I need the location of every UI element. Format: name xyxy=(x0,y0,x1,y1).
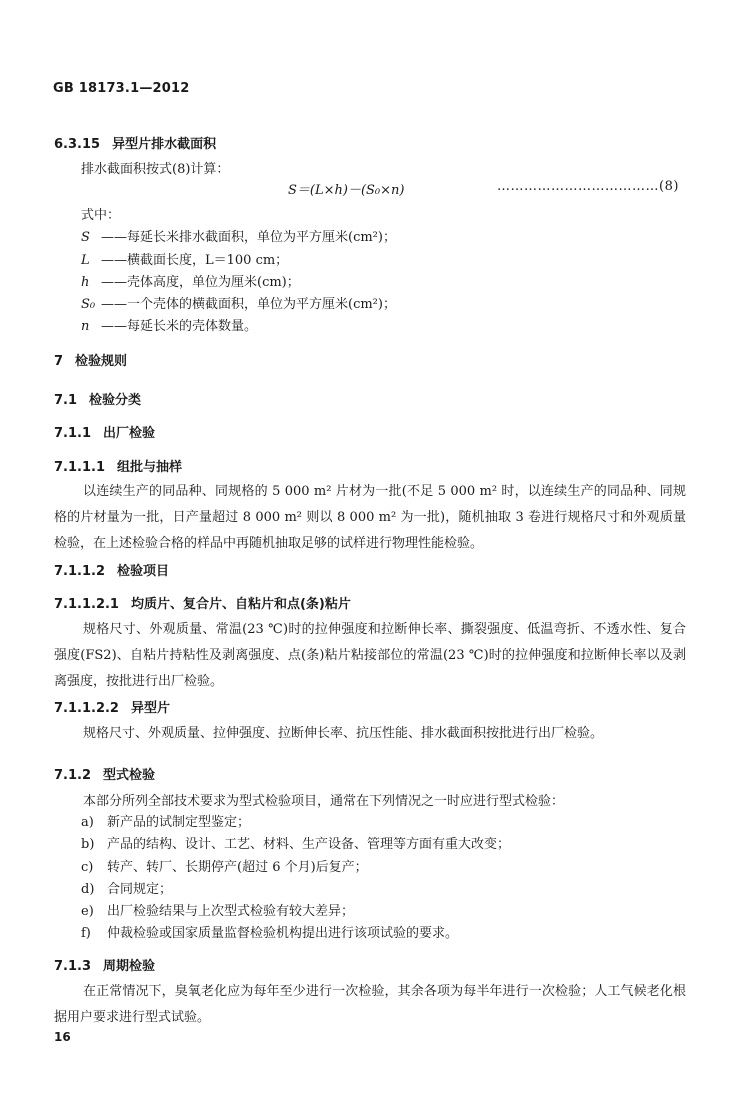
where-label: 式中： xyxy=(81,208,121,223)
variable-description: ——每延长米的壳体数量。 xyxy=(101,319,258,334)
section-number: 7.1.1.2.1 xyxy=(54,597,119,612)
section-number: 7.1.2 xyxy=(54,768,92,783)
section-title: 异型片 xyxy=(130,701,170,716)
list-item xyxy=(81,856,368,875)
list-text: 仲裁检验或国家质量监督检验机构提出进行该项试验的要求。 xyxy=(107,926,459,941)
section-title: 型式检验 xyxy=(103,768,156,783)
section-7-heading xyxy=(54,350,127,369)
formula-intro: 排水截面积按式(8)计算： xyxy=(81,162,230,177)
variable-definition xyxy=(81,226,396,245)
variable-definition xyxy=(81,293,396,312)
section-number: 7.1 xyxy=(54,393,78,408)
type-inspection-paragraph: 本部分所列全部技术要求为型式检验项目，通常在下列情况之一时应进行型式检验： xyxy=(83,794,565,809)
variable-definition xyxy=(81,315,257,334)
section-number: 7.1.1.2.2 xyxy=(54,701,119,716)
section-title: 检验规则 xyxy=(75,354,128,369)
list-text: 转产、转厂、长期停产(超过 6 个月)后复产； xyxy=(107,860,368,875)
list-item xyxy=(81,878,172,897)
variable-description: ——横截面长度，L＝100 cm； xyxy=(101,253,289,268)
list-marker: e) xyxy=(81,904,94,919)
section-title: 均质片、复合片、自粘片和点(条)粘片 xyxy=(130,597,351,612)
list-text: 新产品的试制定型鉴定； xyxy=(107,815,251,830)
section-title: 异型片排水截面积 xyxy=(112,137,217,152)
list-item xyxy=(81,900,354,919)
list-text: 出厂检验结果与上次型式检验有较大差异； xyxy=(107,904,355,919)
list-item xyxy=(81,922,458,941)
variable-description: ——每延长米排水截面积，单位为平方厘米(cm²)； xyxy=(101,230,396,245)
batch-sampling-paragraph: 以连续生产的同品种、同规格的 5 000 m² 片材为一批(不足 5 000 m² 时，以连续生产的同品种、同规格的片材量为一批，日产量超过 8 000 m² 则以 8 000 m² 为一批)，随机抽取 3 卷进行规格尺寸和外观质量检验，在上述检验合格的样品中再随机抽取足够的试样进行物理性能检验。 xyxy=(54,484,686,551)
list-marker: c) xyxy=(81,860,94,875)
section-7-1-1-2-heading xyxy=(54,560,169,579)
list-marker: a) xyxy=(81,815,94,830)
section-7-1-1-2-1-heading xyxy=(54,593,351,612)
formula-number: ………………………………(8) xyxy=(497,179,679,194)
page-number: 16 xyxy=(54,1030,71,1044)
variable-symbol: L xyxy=(81,253,90,268)
section-number: 7 xyxy=(54,354,64,369)
section-number: 7.1.1.1 xyxy=(54,460,105,475)
section-number: 7.1.1.2 xyxy=(54,564,105,579)
variable-description: ——一个壳体的横截面积，单位为平方厘米(cm²)； xyxy=(101,297,396,312)
section-number: 7.1.1 xyxy=(54,426,92,441)
section-7-1-1-heading xyxy=(54,422,155,441)
standard-header: GB 18173.1—2012 xyxy=(53,81,190,96)
variable-symbol: h xyxy=(81,275,90,290)
list-text: 产品的结构、设计、工艺、材料、生产设备、管理等方面有重大改变； xyxy=(107,837,511,852)
list-marker: d) xyxy=(81,882,95,897)
section-number: 6.3.15 xyxy=(54,137,101,152)
section-7-1-heading xyxy=(54,389,141,408)
drainage-formula xyxy=(288,179,404,198)
section-6-3-15-heading xyxy=(54,133,216,152)
variable-description: ——壳体高度，单位为厘米(cm)； xyxy=(101,275,300,290)
section-7-1-2-heading xyxy=(54,764,155,783)
section-7-1-1-2-2-heading xyxy=(54,697,170,716)
section-7-1-1-1-heading xyxy=(54,456,182,475)
inspection-items-paragraph: 规格尺寸、外观质量、常温(23 ℃)时的拉伸强度和拉断伸长率、撕裂强度、低温弯折、不透水性、复合强度(FS2)、自粘片持粘性及剥离强度、点(条)粘片粘接部位的常温(23 ℃)时的拉伸强度和拉断伸长率以及剥离强度，按批进行出厂检验。 xyxy=(54,622,686,689)
list-item xyxy=(81,811,250,830)
list-item xyxy=(81,833,510,852)
variable-definition xyxy=(81,249,288,268)
section-title: 周期检验 xyxy=(103,959,156,974)
section-title: 出厂检验 xyxy=(103,426,156,441)
variable-definition xyxy=(81,271,300,290)
list-text: 合同规定； xyxy=(107,882,173,897)
variable-symbol: n xyxy=(81,319,90,334)
section-title: 检验项目 xyxy=(117,564,170,579)
profiled-sheet-paragraph: 规格尺寸、外观质量、拉伸强度、拉断伸长率、抗压性能、排水截面积按批进行出厂检验。 xyxy=(83,726,604,741)
list-marker: b) xyxy=(81,837,95,852)
section-title: 组批与抽样 xyxy=(117,460,183,475)
variable-symbol: S₀ xyxy=(81,297,96,312)
formula-expression: S＝(L×h)－(S₀×n) xyxy=(288,183,405,198)
variable-symbol: S xyxy=(81,230,90,245)
periodic-inspection-paragraph: 在正常情况下，臭氧老化应为每年至少进行一次检验，其余各项为每半年进行一次检验；人工气候老化根据用户要求进行型式试验。 xyxy=(54,984,686,1025)
section-7-1-3-heading xyxy=(54,955,155,974)
section-number: 7.1.3 xyxy=(54,959,92,974)
section-title: 检验分类 xyxy=(89,393,142,408)
list-marker: f) xyxy=(81,926,91,941)
